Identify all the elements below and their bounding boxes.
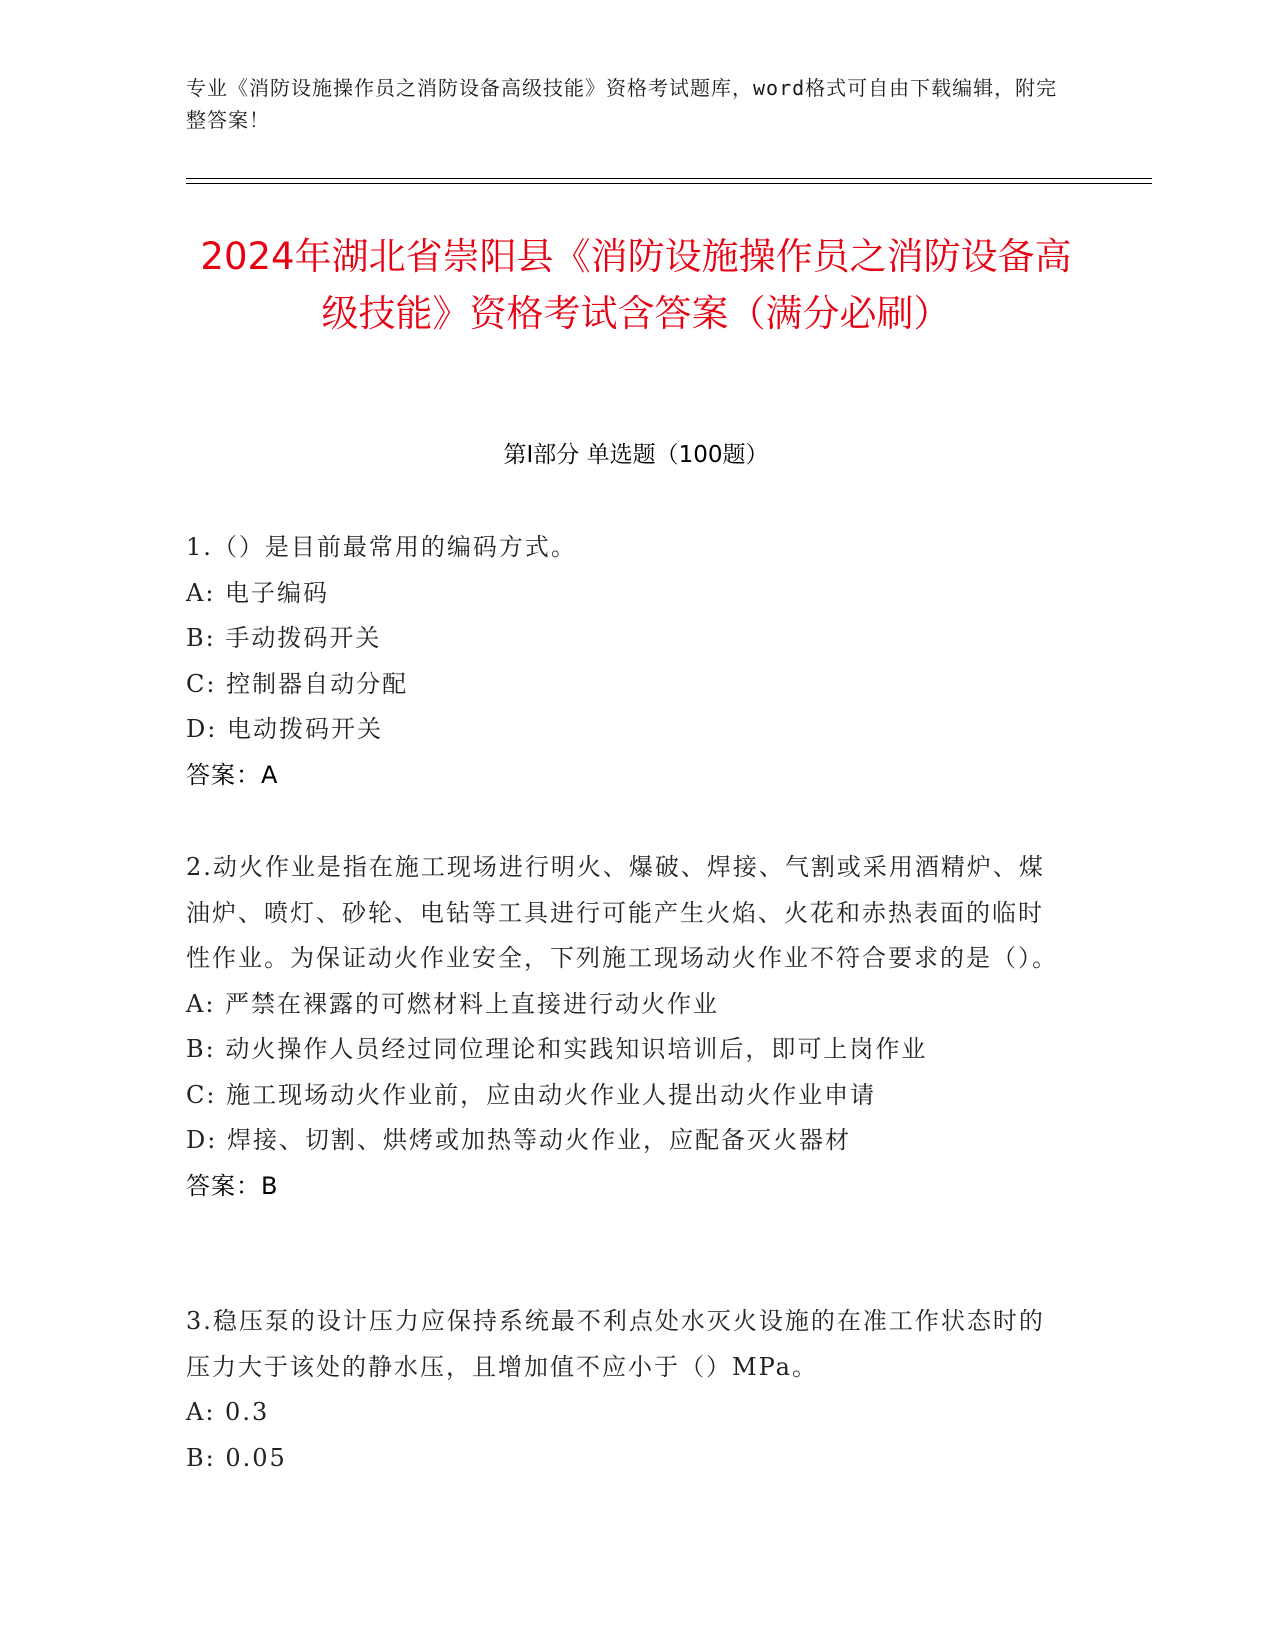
header-divider-bottom [186, 183, 1152, 184]
header-divider-top [186, 178, 1152, 179]
option-c: C: 控制器自动分配 [186, 669, 409, 698]
option-b: B: 动火操作人员经过同位理论和实践知识培训后，即可上岗作业 [186, 1035, 928, 1063]
section-heading: 第I部分 单选题（100题） [503, 442, 769, 468]
header-note: 专业《消防设施操作员之消防设备高级技能》资格考试题库，word格式可自由下载编辑，附完整答案！ [186, 76, 1058, 132]
answer-label: 答案：A [186, 760, 279, 789]
option-b: B: 手动拨码开关 [186, 624, 382, 652]
option-a: A: 严禁在裸露的可燃材料上直接进行动火作业 [186, 989, 720, 1018]
option-c: C: 施工现场动火作业前，应由动火作业人提出动火作业申请 [186, 1080, 877, 1109]
document-title: 2024年湖北省崇阳县《消防设施操作员之消防设备高级技能》资格考试含答案（满分必刷） [200, 235, 1072, 335]
answer-label: 答案：B [186, 1171, 279, 1200]
question-stem: 2.动火作业是指在施工现场进行明火、爆破、焊接、气割或采用酒精炉、煤油炉、喷灯、砂轮、电钻等工具进行可能产生火焰、火花和赤热表面的临时性作业。为保证动火作业安全，下列施工现场动火作业不符合要求的是（）。 [186, 853, 1058, 972]
option-d: D: 焊接、切割、烘烤或加热等动火作业，应配备灭火器材 [186, 1126, 851, 1154]
option-a: A: 0.3 [186, 1398, 270, 1426]
option-a: A: 电子编码 [186, 578, 330, 607]
option-b: B: 0.05 [186, 1443, 287, 1472]
option-d: D: 电动拨码开关 [186, 715, 383, 743]
question-2 [186, 845, 1066, 1209]
question-3 [186, 1299, 1066, 1481]
question-stem: 1.（）是目前最常用的编码方式。 [186, 533, 577, 561]
question-1 [186, 525, 1066, 798]
question-stem: 3.稳压泵的设计压力应保持系统最不利点处水灭火设施的在准工作状态时的压力大于该处的静水压，且增加值不应小于（）MPa。 [186, 1307, 1045, 1381]
